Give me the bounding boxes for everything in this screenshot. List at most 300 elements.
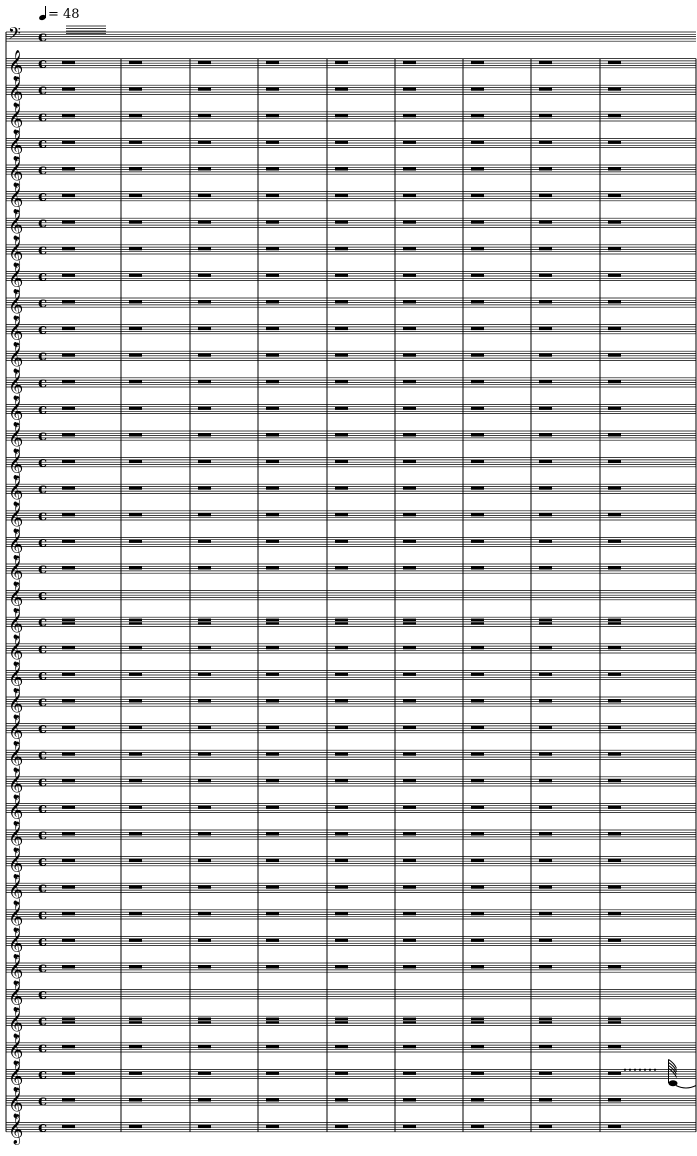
whole-rest bbox=[539, 832, 552, 835]
whole-rest bbox=[403, 806, 416, 809]
whole-rest bbox=[335, 88, 348, 91]
whole-rest bbox=[129, 699, 142, 702]
whole-rest bbox=[539, 380, 552, 383]
rest-bar-upper bbox=[129, 1018, 142, 1021]
whole-rest bbox=[335, 646, 348, 649]
whole-rest bbox=[403, 753, 416, 756]
rest-bar-upper bbox=[539, 1018, 552, 1021]
whole-rest bbox=[335, 779, 348, 782]
time-signature: c bbox=[38, 639, 48, 658]
time-signature: c bbox=[38, 745, 48, 764]
whole-rest bbox=[129, 939, 142, 942]
time-signature: c bbox=[38, 399, 48, 418]
rest-bar-upper bbox=[335, 1018, 348, 1021]
treble-clef-icon: 𝄞 bbox=[8, 1088, 24, 1118]
whole-rest bbox=[335, 566, 348, 569]
rest-bar-upper bbox=[539, 619, 552, 622]
treble-clef-icon: 𝄞 bbox=[8, 236, 24, 267]
whole-rest bbox=[471, 487, 484, 490]
treble-clef-icon: 𝄞 bbox=[8, 768, 24, 799]
treble-clef-icon: 𝄞 bbox=[8, 635, 24, 666]
whole-rest bbox=[403, 912, 416, 915]
whole-rest bbox=[403, 726, 416, 729]
rest-dot bbox=[639, 1069, 641, 1071]
time-signature: c bbox=[38, 213, 48, 232]
whole-rest bbox=[129, 460, 142, 463]
whole-rest bbox=[608, 566, 621, 569]
whole-rest bbox=[198, 753, 211, 756]
whole-rest bbox=[62, 673, 75, 676]
treble-clef-icon: 𝄞 bbox=[8, 183, 24, 214]
treble-clef-icon: 𝄞 bbox=[8, 875, 24, 906]
rest-bar-upper bbox=[129, 619, 142, 622]
whole-rest bbox=[198, 88, 211, 91]
whole-rest bbox=[198, 194, 211, 197]
whole-rest bbox=[198, 460, 211, 463]
rest-dot bbox=[629, 1069, 631, 1071]
whole-rest bbox=[539, 487, 552, 490]
whole-rest bbox=[471, 300, 484, 303]
time-signature: c bbox=[38, 1091, 48, 1110]
rest-bar-upper bbox=[403, 1018, 416, 1021]
whole-rest bbox=[198, 912, 211, 915]
tie-arc bbox=[676, 1086, 696, 1089]
whole-rest bbox=[335, 300, 348, 303]
whole-rest bbox=[608, 88, 621, 91]
whole-rest bbox=[62, 380, 75, 383]
time-signature: c bbox=[38, 187, 48, 206]
whole-rest bbox=[335, 806, 348, 809]
time-signature: c bbox=[38, 426, 48, 445]
whole-rest bbox=[471, 274, 484, 277]
treble-clef-icon: 𝄞 bbox=[8, 77, 24, 108]
whole-rest bbox=[335, 859, 348, 862]
whole-rest bbox=[471, 886, 484, 889]
time-signature: c bbox=[38, 54, 48, 73]
whole-rest bbox=[539, 194, 552, 197]
whole-rest bbox=[198, 61, 211, 64]
whole-rest bbox=[539, 327, 552, 330]
rest-dot bbox=[634, 1069, 636, 1071]
time-signature: c bbox=[38, 107, 48, 126]
whole-rest bbox=[266, 221, 279, 224]
rest-bar-upper bbox=[471, 1018, 484, 1021]
whole-rest bbox=[62, 194, 75, 197]
whole-rest bbox=[608, 859, 621, 862]
time-signature: c bbox=[38, 612, 48, 631]
treble-clef-icon: 𝄞 bbox=[8, 476, 24, 507]
whole-rest bbox=[62, 407, 75, 410]
whole-rest bbox=[539, 646, 552, 649]
whole-rest bbox=[539, 886, 552, 889]
whole-rest bbox=[403, 1125, 416, 1128]
whole-rest bbox=[471, 753, 484, 756]
treble-clef-icon: 𝄞 bbox=[8, 157, 24, 187]
treble-clef-icon: 𝄞 bbox=[8, 396, 24, 427]
whole-rest bbox=[335, 540, 348, 543]
whole-rest bbox=[198, 806, 211, 809]
whole-rest bbox=[539, 141, 552, 144]
whole-rest bbox=[129, 433, 142, 436]
whole-rest bbox=[266, 274, 279, 277]
whole-rest bbox=[335, 167, 348, 170]
time-signature: c bbox=[38, 293, 48, 312]
treble-clef-icon: 𝄞 bbox=[8, 103, 24, 134]
whole-rest bbox=[62, 832, 75, 835]
whole-rest bbox=[129, 88, 142, 91]
whole-rest bbox=[471, 194, 484, 197]
whole-rest bbox=[129, 726, 142, 729]
whole-rest bbox=[608, 407, 621, 410]
treble-clef-icon: 𝄞 bbox=[8, 928, 24, 959]
whole-rest bbox=[62, 859, 75, 862]
time-signature: c bbox=[38, 1011, 48, 1030]
whole-rest bbox=[62, 779, 75, 782]
whole-rest bbox=[335, 965, 348, 968]
whole-rest bbox=[62, 247, 75, 250]
whole-rest bbox=[608, 247, 621, 250]
time-signature: c bbox=[38, 931, 48, 950]
whole-rest bbox=[608, 699, 621, 702]
whole-rest bbox=[471, 221, 484, 224]
whole-rest bbox=[471, 380, 484, 383]
whole-rest bbox=[129, 141, 142, 144]
whole-rest bbox=[198, 646, 211, 649]
tempo-value: = 48 bbox=[48, 7, 80, 22]
time-signature: c bbox=[38, 373, 48, 392]
whole-rest bbox=[539, 114, 552, 117]
whole-rest bbox=[62, 726, 75, 729]
whole-rest bbox=[608, 1098, 621, 1101]
whole-rest bbox=[198, 221, 211, 224]
whole-rest bbox=[539, 1072, 552, 1075]
whole-rest bbox=[129, 965, 142, 968]
whole-rest bbox=[608, 433, 621, 436]
whole-rest bbox=[198, 274, 211, 277]
time-signature: c bbox=[38, 772, 48, 791]
treble-clef-icon: 𝄞 bbox=[8, 582, 24, 613]
whole-rest bbox=[608, 939, 621, 942]
whole-rest bbox=[335, 433, 348, 436]
rest-bar-lower bbox=[266, 622, 279, 625]
whole-rest bbox=[471, 61, 484, 64]
whole-rest bbox=[129, 513, 142, 516]
rest-dot bbox=[624, 1069, 626, 1071]
whole-rest bbox=[403, 274, 416, 277]
whole-rest bbox=[471, 806, 484, 809]
whole-rest bbox=[471, 646, 484, 649]
whole-rest bbox=[62, 61, 75, 64]
treble-clef-icon: 𝄞 bbox=[8, 50, 24, 81]
whole-rest bbox=[266, 646, 279, 649]
whole-rest bbox=[62, 1125, 75, 1128]
whole-rest bbox=[129, 167, 142, 170]
whole-rest bbox=[62, 167, 75, 170]
whole-rest bbox=[129, 673, 142, 676]
whole-rest bbox=[539, 806, 552, 809]
whole-rest bbox=[335, 247, 348, 250]
whole-rest bbox=[62, 513, 75, 516]
whole-rest bbox=[129, 247, 142, 250]
whole-rest bbox=[608, 806, 621, 809]
whole-rest bbox=[608, 114, 621, 117]
whole-rest bbox=[335, 194, 348, 197]
whole-rest bbox=[266, 1045, 279, 1048]
treble-clef-icon: 𝄞 bbox=[8, 1114, 24, 1145]
whole-rest bbox=[266, 194, 279, 197]
whole-rest bbox=[403, 407, 416, 410]
rest-bar-lower bbox=[608, 622, 621, 625]
whole-rest bbox=[335, 886, 348, 889]
treble-clef-icon: 𝄞 bbox=[8, 848, 24, 879]
time-signature: c bbox=[38, 1038, 48, 1057]
whole-rest bbox=[608, 753, 621, 756]
treble-clef-icon: 𝄞 bbox=[8, 343, 24, 374]
time-signature: c bbox=[38, 133, 48, 152]
treble-clef-icon: 𝄞 bbox=[8, 316, 24, 347]
whole-rest bbox=[335, 327, 348, 330]
whole-rest bbox=[539, 939, 552, 942]
rest-bar-upper bbox=[62, 619, 75, 622]
time-signature: c bbox=[38, 692, 48, 711]
rest-bar-lower bbox=[129, 622, 142, 625]
whole-rest bbox=[198, 832, 211, 835]
rest-bar-lower bbox=[198, 1021, 211, 1024]
whole-rest bbox=[608, 327, 621, 330]
whole-rest bbox=[471, 1072, 484, 1075]
whole-rest bbox=[266, 965, 279, 968]
time-signature: c bbox=[38, 80, 48, 99]
time-signature: c bbox=[38, 1064, 48, 1083]
whole-rest bbox=[198, 300, 211, 303]
whole-rest bbox=[539, 753, 552, 756]
whole-rest bbox=[335, 407, 348, 410]
whole-rest bbox=[539, 859, 552, 862]
whole-rest bbox=[129, 274, 142, 277]
whole-rest bbox=[335, 513, 348, 516]
whole-rest bbox=[403, 167, 416, 170]
whole-rest bbox=[198, 380, 211, 383]
whole-rest bbox=[266, 886, 279, 889]
whole-rest bbox=[403, 460, 416, 463]
rest-bar-upper bbox=[335, 619, 348, 622]
whole-rest bbox=[608, 513, 621, 516]
whole-rest bbox=[335, 141, 348, 144]
whole-rest bbox=[62, 300, 75, 303]
rest-bar-lower bbox=[129, 1021, 142, 1024]
whole-rest bbox=[62, 886, 75, 889]
rest-bar-lower bbox=[62, 1021, 75, 1024]
time-signature: c bbox=[38, 798, 48, 817]
time-signature: c bbox=[38, 852, 48, 871]
whole-rest bbox=[62, 939, 75, 942]
whole-rest bbox=[129, 487, 142, 490]
time-signature: c bbox=[38, 825, 48, 844]
whole-rest bbox=[129, 806, 142, 809]
whole-rest bbox=[608, 167, 621, 170]
whole-rest bbox=[335, 114, 348, 117]
whole-rest bbox=[608, 779, 621, 782]
whole-rest bbox=[608, 886, 621, 889]
whole-rest bbox=[198, 1045, 211, 1048]
whole-rest bbox=[471, 433, 484, 436]
whole-rest bbox=[539, 566, 552, 569]
whole-rest bbox=[129, 646, 142, 649]
whole-rest bbox=[266, 939, 279, 942]
time-signature: c bbox=[38, 985, 48, 1004]
whole-rest bbox=[539, 912, 552, 915]
rest-bar-lower bbox=[403, 1021, 416, 1024]
whole-rest bbox=[608, 832, 621, 835]
whole-rest bbox=[539, 1125, 552, 1128]
whole-rest bbox=[403, 61, 416, 64]
whole-rest bbox=[403, 380, 416, 383]
whole-rest bbox=[266, 88, 279, 91]
whole-rest bbox=[335, 726, 348, 729]
time-signature: c bbox=[38, 586, 48, 605]
whole-rest bbox=[335, 460, 348, 463]
whole-rest bbox=[129, 114, 142, 117]
whole-rest bbox=[266, 726, 279, 729]
whole-rest bbox=[129, 566, 142, 569]
whole-rest bbox=[62, 354, 75, 357]
whole-rest bbox=[198, 566, 211, 569]
whole-rest bbox=[403, 859, 416, 862]
rest-bar-upper bbox=[266, 1018, 279, 1021]
whole-rest bbox=[266, 1125, 279, 1128]
whole-rest bbox=[129, 407, 142, 410]
time-signature: c bbox=[38, 27, 48, 46]
whole-rest bbox=[198, 886, 211, 889]
whole-rest bbox=[403, 221, 416, 224]
whole-rest bbox=[403, 673, 416, 676]
treble-clef-icon: 𝄞 bbox=[8, 1034, 24, 1065]
whole-rest bbox=[266, 167, 279, 170]
whole-rest bbox=[539, 779, 552, 782]
whole-rest bbox=[608, 1072, 621, 1075]
whole-rest bbox=[62, 566, 75, 569]
treble-clef-icon: 𝄞 bbox=[8, 1008, 24, 1039]
whole-rest bbox=[608, 540, 621, 543]
whole-rest bbox=[129, 912, 142, 915]
whole-rest bbox=[471, 327, 484, 330]
whole-rest bbox=[335, 61, 348, 64]
whole-rest bbox=[198, 699, 211, 702]
rest-bar-lower bbox=[471, 1021, 484, 1024]
whole-rest bbox=[129, 327, 142, 330]
whole-rest bbox=[198, 779, 211, 782]
whole-rest bbox=[403, 1098, 416, 1101]
whole-rest bbox=[608, 221, 621, 224]
whole-rest bbox=[608, 354, 621, 357]
whole-rest bbox=[608, 61, 621, 64]
treble-clef-icon: 𝄞 bbox=[8, 556, 24, 586]
whole-rest bbox=[198, 859, 211, 862]
whole-rest bbox=[266, 1072, 279, 1075]
rest-bar-lower bbox=[198, 622, 211, 625]
whole-rest bbox=[539, 699, 552, 702]
whole-rest bbox=[539, 433, 552, 436]
whole-rest bbox=[198, 1072, 211, 1075]
whole-rest bbox=[266, 354, 279, 357]
whole-rest bbox=[403, 300, 416, 303]
rest-bar-upper bbox=[471, 619, 484, 622]
rest-bar-upper bbox=[608, 1018, 621, 1021]
whole-rest bbox=[403, 354, 416, 357]
whole-rest bbox=[266, 859, 279, 862]
whole-rest bbox=[539, 274, 552, 277]
whole-rest bbox=[266, 487, 279, 490]
whole-rest bbox=[129, 540, 142, 543]
whole-rest bbox=[403, 141, 416, 144]
treble-clef-icon: 𝄞 bbox=[8, 423, 24, 453]
whole-rest bbox=[403, 540, 416, 543]
whole-rest bbox=[62, 540, 75, 543]
rest-bar-lower bbox=[335, 1021, 348, 1024]
whole-rest bbox=[62, 327, 75, 330]
whole-rest bbox=[129, 194, 142, 197]
whole-rest bbox=[129, 61, 142, 64]
whole-rest bbox=[608, 194, 621, 197]
whole-rest bbox=[62, 460, 75, 463]
whole-rest bbox=[62, 1045, 75, 1048]
whole-rest bbox=[471, 167, 484, 170]
whole-rest bbox=[471, 779, 484, 782]
treble-clef-icon: 𝄞 bbox=[8, 955, 24, 985]
treble-clef-icon: 𝄞 bbox=[8, 290, 24, 320]
whole-rest bbox=[62, 646, 75, 649]
whole-rest bbox=[608, 1045, 621, 1048]
whole-rest bbox=[129, 300, 142, 303]
whole-rest bbox=[129, 753, 142, 756]
treble-clef-icon: 𝄞 bbox=[8, 742, 24, 773]
whole-rest bbox=[539, 354, 552, 357]
whole-rest bbox=[403, 832, 416, 835]
rest-bar-lower bbox=[539, 622, 552, 625]
whole-rest bbox=[608, 141, 621, 144]
whole-rest bbox=[129, 1125, 142, 1128]
whole-rest bbox=[198, 407, 211, 410]
whole-rest bbox=[403, 566, 416, 569]
note-flag bbox=[669, 1059, 677, 1068]
whole-rest bbox=[608, 380, 621, 383]
whole-rest bbox=[266, 407, 279, 410]
whole-rest bbox=[471, 1098, 484, 1101]
time-signature: c bbox=[38, 665, 48, 684]
whole-rest bbox=[62, 433, 75, 436]
rest-bar-upper bbox=[198, 1018, 211, 1021]
whole-rest bbox=[608, 1125, 621, 1128]
whole-rest bbox=[62, 114, 75, 117]
whole-rest bbox=[403, 779, 416, 782]
whole-rest bbox=[471, 247, 484, 250]
whole-rest bbox=[471, 939, 484, 942]
whole-rest bbox=[335, 939, 348, 942]
rest-dot bbox=[644, 1069, 646, 1071]
treble-clef-icon: 𝄞 bbox=[8, 822, 24, 852]
whole-rest bbox=[266, 300, 279, 303]
whole-rest bbox=[198, 673, 211, 676]
whole-rest bbox=[539, 300, 552, 303]
whole-rest bbox=[403, 327, 416, 330]
rest-bar-upper bbox=[198, 619, 211, 622]
whole-rest bbox=[403, 1045, 416, 1048]
whole-rest bbox=[62, 88, 75, 91]
whole-rest bbox=[198, 247, 211, 250]
whole-rest bbox=[403, 886, 416, 889]
whole-rest bbox=[266, 912, 279, 915]
whole-rest bbox=[335, 1072, 348, 1075]
